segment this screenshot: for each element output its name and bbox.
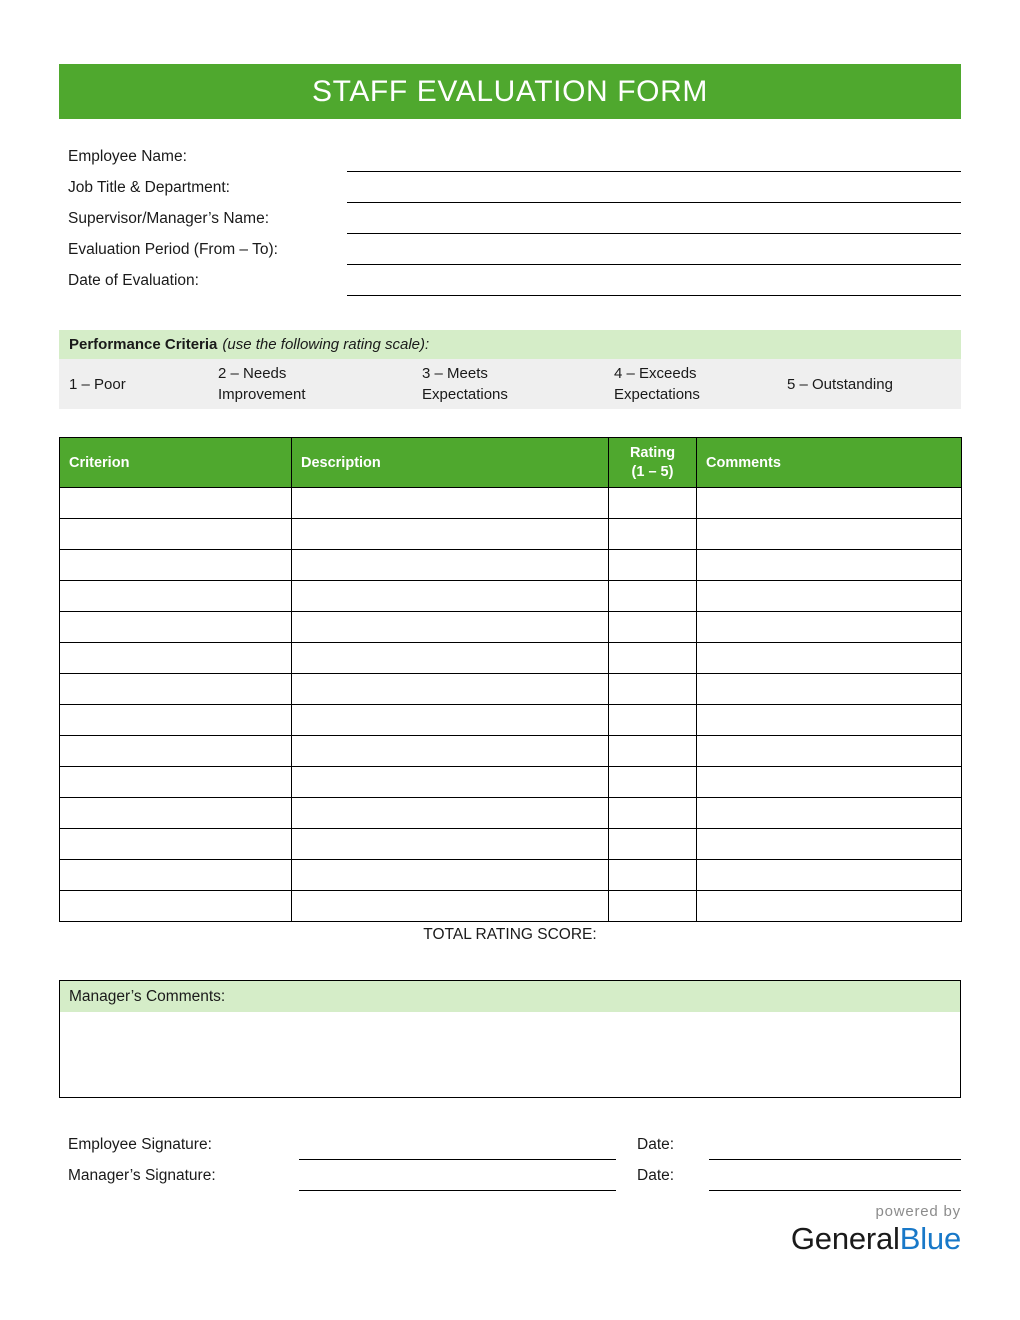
manager-signature-label: Manager’s Signature: <box>68 1167 216 1184</box>
cell-criterion[interactable] <box>60 829 292 860</box>
signature-row-employee <box>68 1134 961 1165</box>
cell-comments[interactable] <box>697 767 962 798</box>
cell-comments[interactable] <box>697 612 962 643</box>
info-row <box>68 177 961 208</box>
cell-rating[interactable] <box>609 767 697 798</box>
manager-comments-label: Manager’s Comments: <box>60 981 960 1012</box>
info-row <box>68 270 961 301</box>
employee-signature-label: Employee Signature: <box>68 1136 212 1153</box>
cell-description[interactable] <box>292 891 609 922</box>
evaluation-table-body <box>60 488 962 922</box>
info-row <box>68 239 961 270</box>
table-row <box>60 643 962 674</box>
cell-description[interactable] <box>292 643 609 674</box>
cell-description[interactable] <box>292 829 609 860</box>
page-title: STAFF EVALUATION FORM <box>312 74 708 108</box>
cell-description[interactable] <box>292 519 609 550</box>
cell-rating[interactable] <box>609 550 697 581</box>
cell-description[interactable] <box>292 736 609 767</box>
performance-criteria-subtitle: (use the following rating scale): <box>222 336 430 353</box>
job-title-department-label: Job Title & Department: <box>68 179 230 196</box>
cell-description[interactable] <box>292 674 609 705</box>
column-header-rating-line2: (1 – 5) <box>631 463 674 480</box>
employee-name-label: Employee Name: <box>68 148 187 165</box>
cell-description[interactable] <box>292 550 609 581</box>
cell-comments[interactable] <box>697 829 962 860</box>
table-row <box>60 519 962 550</box>
table-row <box>60 550 962 581</box>
cell-criterion[interactable] <box>60 674 292 705</box>
cell-comments[interactable] <box>697 643 962 674</box>
column-header-criterion: Criterion <box>60 438 292 488</box>
cell-description[interactable] <box>292 705 609 736</box>
rating-scale-item-1: 1 – Poor <box>69 376 126 393</box>
cell-comments[interactable] <box>697 581 962 612</box>
manager-signature-date-input[interactable] <box>709 1190 961 1191</box>
cell-description[interactable] <box>292 488 609 519</box>
evaluation-period-input[interactable] <box>347 264 961 265</box>
cell-rating[interactable] <box>609 860 697 891</box>
cell-criterion[interactable] <box>60 581 292 612</box>
cell-criterion[interactable] <box>60 860 292 891</box>
column-header-rating-line1: Rating <box>629 444 676 461</box>
brand-name <box>59 1220 961 1257</box>
info-row <box>68 208 961 239</box>
table-row <box>60 674 962 705</box>
employee-signature-input[interactable] <box>299 1159 616 1160</box>
performance-criteria-title: Performance Criteria <box>69 336 218 353</box>
cell-rating[interactable] <box>609 674 697 705</box>
cell-rating[interactable] <box>609 519 697 550</box>
powered-by-text: powered by <box>875 1203 961 1220</box>
brand-general-text: General <box>790 1221 900 1256</box>
column-header-comments: Comments <box>697 438 962 488</box>
table-row <box>60 767 962 798</box>
table-row <box>60 612 962 643</box>
supervisor-manager-name-label: Supervisor/Manager’s Name: <box>68 210 270 227</box>
job-title-department-input[interactable] <box>347 202 961 203</box>
evaluation-table <box>59 437 962 922</box>
cell-criterion[interactable] <box>60 767 292 798</box>
cell-comments[interactable] <box>697 798 962 829</box>
table-header-row <box>60 438 962 488</box>
manager-comments-box <box>59 980 961 1098</box>
total-rating-score-label: TOTAL RATING SCORE: <box>423 926 597 943</box>
cell-criterion[interactable] <box>60 736 292 767</box>
manager-signature-date-label: Date: <box>637 1167 675 1184</box>
cell-criterion[interactable] <box>60 488 292 519</box>
cell-criterion[interactable] <box>60 891 292 922</box>
cell-rating[interactable] <box>609 643 697 674</box>
employee-name-input[interactable] <box>347 171 961 172</box>
info-row <box>68 146 961 177</box>
cell-comments[interactable] <box>697 488 962 519</box>
cell-criterion[interactable] <box>60 643 292 674</box>
cell-criterion[interactable] <box>60 612 292 643</box>
brand-blue-text: Blue <box>899 1221 961 1256</box>
cell-rating[interactable] <box>609 705 697 736</box>
rating-scale-legend <box>59 359 961 409</box>
cell-rating[interactable] <box>609 581 697 612</box>
cell-rating[interactable] <box>609 612 697 643</box>
cell-comments[interactable] <box>697 519 962 550</box>
column-header-rating <box>609 438 697 488</box>
rating-scale-item-4: 4 – Exceeds Expectations <box>614 365 700 403</box>
employee-info-fields <box>68 146 961 301</box>
cell-rating[interactable] <box>609 891 697 922</box>
cell-rating[interactable] <box>609 798 697 829</box>
column-header-description: Description <box>292 438 609 488</box>
cell-comments[interactable] <box>697 550 962 581</box>
table-row <box>60 860 962 891</box>
evaluation-period-label: Evaluation Period (From – To): <box>68 241 278 258</box>
table-row <box>60 736 962 767</box>
employee-signature-date-input[interactable] <box>709 1159 961 1160</box>
signature-section <box>68 1134 961 1196</box>
cell-comments[interactable] <box>697 860 962 891</box>
cell-criterion[interactable] <box>60 550 292 581</box>
cell-comments[interactable] <box>697 674 962 705</box>
date-of-evaluation-input[interactable] <box>347 295 961 296</box>
rating-scale-item-5: 5 – Outstanding <box>787 376 893 393</box>
cell-description[interactable] <box>292 581 609 612</box>
table-row <box>60 891 962 922</box>
cell-rating[interactable] <box>609 829 697 860</box>
cell-criterion[interactable] <box>60 519 292 550</box>
cell-comments[interactable] <box>697 705 962 736</box>
rating-scale-item-2: 2 – Needs Improvement <box>218 365 306 403</box>
table-row <box>60 705 962 736</box>
cell-description[interactable] <box>292 860 609 891</box>
employee-signature-date-label: Date: <box>637 1136 675 1153</box>
table-row <box>60 488 962 519</box>
rating-scale-item-3: 3 – Meets Expectations <box>422 365 508 403</box>
table-row <box>60 798 962 829</box>
date-of-evaluation-label: Date of Evaluation: <box>68 272 199 289</box>
table-row <box>60 581 962 612</box>
cell-rating[interactable] <box>609 488 697 519</box>
cell-description[interactable] <box>292 798 609 829</box>
form-title-banner <box>59 64 961 119</box>
cell-rating[interactable] <box>609 736 697 767</box>
cell-criterion[interactable] <box>60 798 292 829</box>
cell-description[interactable] <box>292 612 609 643</box>
cell-criterion[interactable] <box>60 705 292 736</box>
supervisor-manager-name-input[interactable] <box>347 233 961 234</box>
performance-criteria-header <box>59 330 961 359</box>
table-row <box>60 829 962 860</box>
cell-description[interactable] <box>292 767 609 798</box>
cell-comments[interactable] <box>697 736 962 767</box>
manager-comments-input[interactable] <box>60 1012 960 1097</box>
generalblue-logo <box>59 1203 961 1257</box>
signature-row-manager <box>68 1165 961 1196</box>
manager-signature-input[interactable] <box>299 1190 616 1191</box>
cell-comments[interactable] <box>697 891 962 922</box>
